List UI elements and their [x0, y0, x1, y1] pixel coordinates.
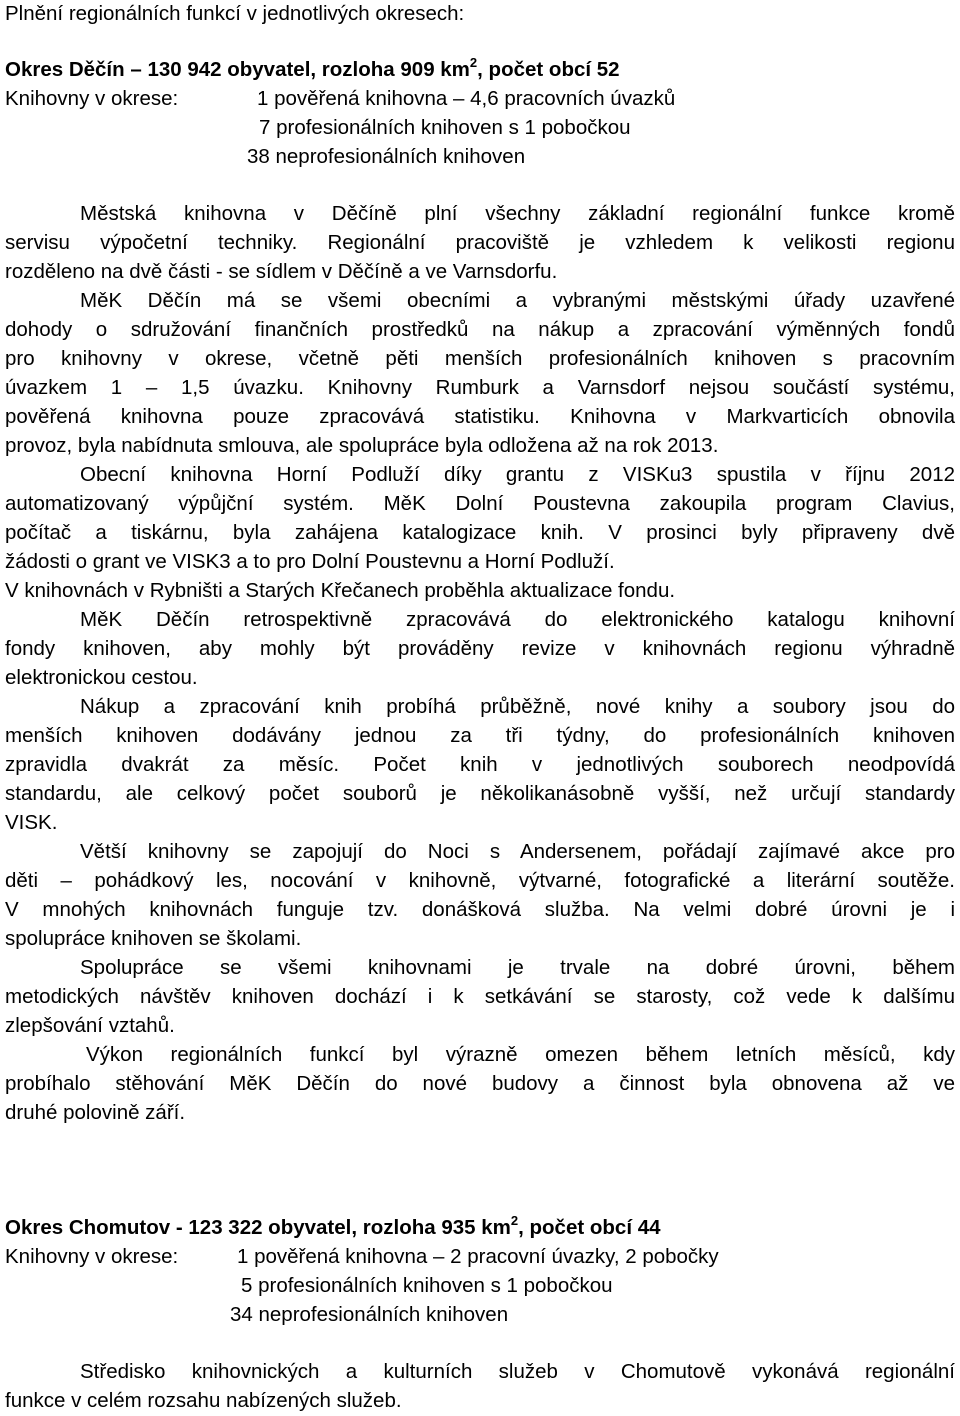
paragraph-line: Větší knihovny se zapojují do Noci s Andersenem, pořádají zajímavé akce pro: [80, 840, 955, 863]
paragraph-line: dohody o sdružování finančních prostředků na nákup a zpracování výměnných fondů: [5, 318, 955, 341]
paragraph-line: spolupráce knihoven se školami.: [5, 927, 302, 950]
libraries-label-chomutov: Knihovny v okrese:: [5, 1245, 179, 1268]
paragraph-line: servisu výpočetní techniky. Regionální pracoviště je vzhledem k velikosti regionu: [5, 231, 955, 254]
district-title-decin: Okres Děčín – 130 942 obyvatel, rozloha 909 $km^2$, počet obcí 52: [5, 55, 620, 81]
paragraph-line: druhé polovině září.: [5, 1101, 186, 1124]
libraries-detail-3-chomutov: 34 neprofesionálních knihoven: [230, 1303, 509, 1326]
paragraph-line: MěK Děčín retrospektivně zpracovává do elektronického katalogu knihovní: [80, 608, 955, 631]
paragraph-line: menších knihoven dodávány jednou za tři týdny, do profesionálních knihoven: [5, 724, 955, 747]
paragraph-line: žádosti o grant ve VISK3 a to pro Dolní Poustevnu a Horní Podluží.: [5, 550, 615, 573]
paragraph-line: V mnohých knihovnách funguje tzv. donášková služba. Na velmi dobré úrovni je i: [5, 898, 955, 921]
paragraph-line: děti – pohádkový les, nocování v knihovně, výtvarné, fotografické a literární soutěže.: [5, 869, 955, 892]
paragraph-line: VISK.: [5, 811, 58, 834]
district-title-chomutov: Okres Chomutov - 123 322 obyvatel, rozloha 935 $km^2$, počet obcí 44: [5, 1213, 661, 1239]
paragraph-line: MěK Děčín má se všemi obecními a vybranými městskými úřady uzavřené: [80, 289, 955, 312]
libraries-detail-3-decin: 38 neprofesionálních knihoven: [247, 145, 526, 168]
paragraph-line: V knihovnách v Rybništi a Starých Křečanech proběhla aktualizace fondu.: [5, 579, 676, 602]
paragraph-line: Obecní knihovna Horní Podluží díky grantu z VISKu3 spustila v říjnu 2012: [80, 463, 955, 486]
libraries-detail-1-chomutov: 1 pověřená knihovna – 2 pracovní úvazky, 2 pobočky: [237, 1245, 719, 1268]
paragraph-line: provoz, byla nabídnuta smlouva, ale spolupráce byla odložena až na rok 2013.: [5, 434, 719, 457]
libraries-detail-1-decin: 1 pověřená knihovna – 4,6 pracovních úvazků: [257, 87, 676, 110]
paragraph-line: úvazkem 1 – 1,5 úvazku. Knihovny Rumburk a Varnsdorf nejsou součástí systému,: [5, 376, 955, 399]
paragraph-line: metodických návštěv knihoven dochází i k setkávání se starosty, což vede k dalšímu: [5, 985, 955, 1008]
libraries-detail-2-chomutov: 5 profesionálních knihoven s 1 pobočkou: [241, 1274, 613, 1297]
paragraph-line: Městská knihovna v Děčíně plní všechny základní regionální funkce kromě: [80, 202, 955, 225]
libraries-detail-2-decin: 7 profesionálních knihoven s 1 pobočkou: [259, 116, 631, 139]
paragraph-line: počítač a tiskárnu, byla zahájena katalogizace knih. V prosinci byly připraveny dvě: [5, 521, 955, 544]
paragraph-line: pověřená knihovna pouze zpracovává statistiku. Knihovna v Markvarticích obnovila: [5, 405, 955, 428]
paragraph-line: Výkon regionálních funkcí byl výrazně omezen během letních měsíců, kdy: [86, 1043, 955, 1066]
paragraph-line: rozděleno na dvě části - se sídlem v Děčíně a ve Varnsdorfu.: [5, 260, 558, 283]
paragraph-line: Středisko knihovnických a kulturních služeb v Chomutově vykonává regionální: [80, 1360, 955, 1383]
paragraph-line: Nákup a zpracování knih probíhá průběžně, nové knihy a soubory jsou do: [80, 695, 955, 718]
paragraph-line: zpravidla dvakrát za měsíc. Počet knih v jednotlivých souborech neodpovídá: [5, 753, 955, 776]
libraries-label-decin: Knihovny v okrese:: [5, 87, 179, 110]
paragraph-line: pro knihovny v okrese, včetně pěti menších profesionálních knihoven s pracovním: [5, 347, 955, 370]
paragraph-line: funkce v celém rozsahu nabízených služeb.: [5, 1389, 402, 1412]
paragraph-line: standardu, ale celkový počet souborů je několikanásobně vyšší, než určují standardy: [5, 782, 955, 805]
page-heading: Plnění regionálních funkcí v jednotlivých okresech:: [5, 2, 465, 25]
paragraph-line: automatizovaný výpůjční systém. MěK Dolní Poustevna zakoupila program Clavius,: [5, 492, 955, 515]
paragraph-line: probíhalo stěhování MěK Děčín do nové budovy a činnost byla obnovena až ve: [5, 1072, 955, 1095]
paragraph-line: Spolupráce se všemi knihovnami je trvale na dobré úrovni, během: [80, 956, 955, 979]
paragraph-line: fondy knihoven, aby mohly být prováděny revize v knihovnách regionu výhradně: [5, 637, 955, 660]
paragraph-line: zlepšování vztahů.: [5, 1014, 175, 1037]
paragraph-line: elektronickou cestou.: [5, 666, 198, 689]
